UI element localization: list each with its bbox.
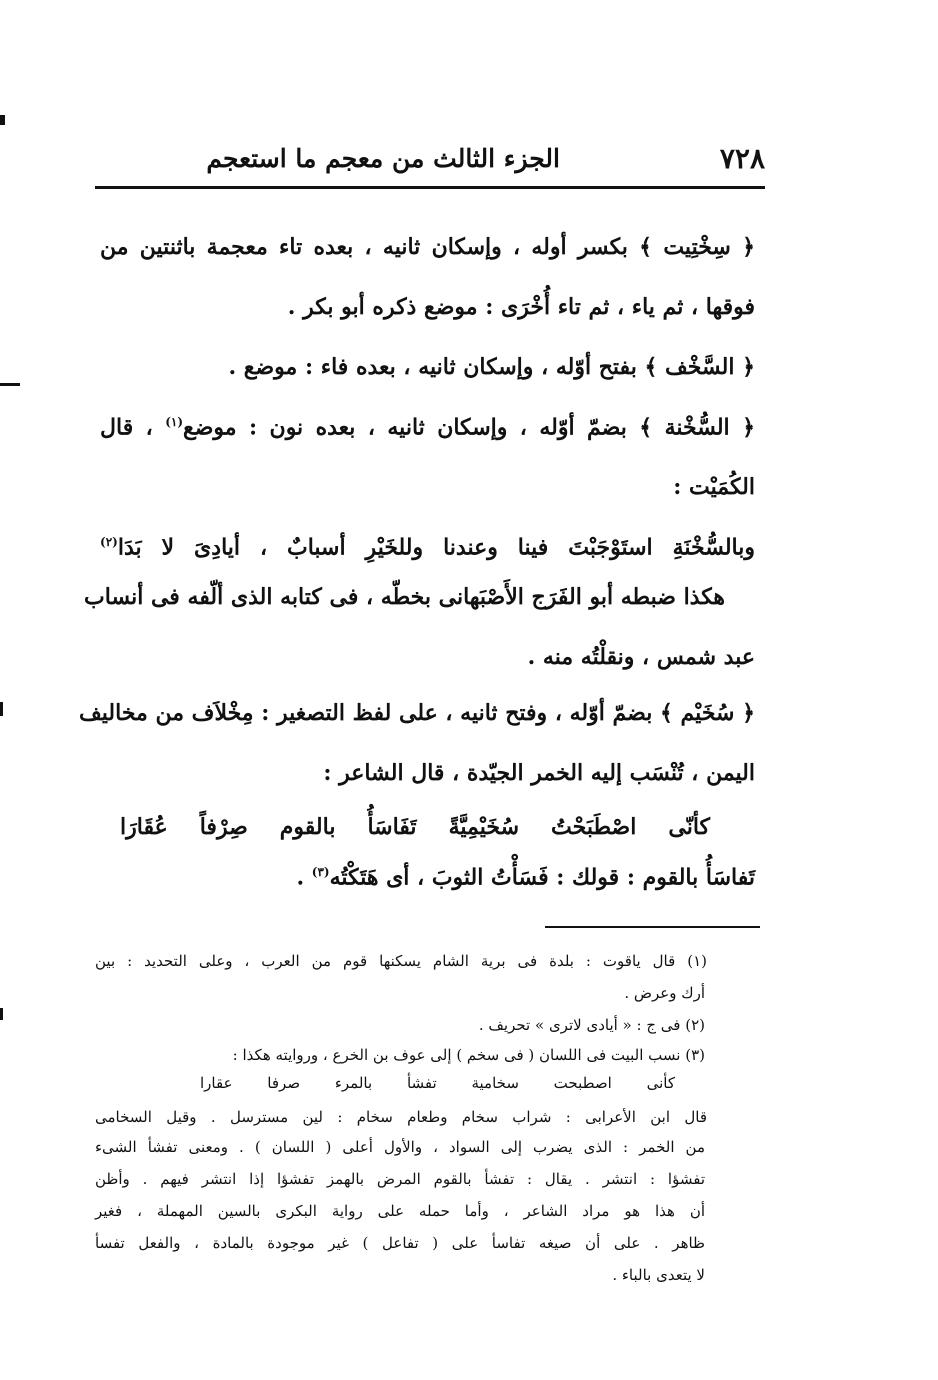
footnote-line: أرك وعرض . <box>624 984 705 1002</box>
body-line-text: ، قال <box>100 414 153 441</box>
page-header <box>95 138 765 182</box>
footnote-verse: كأنى اصطبحت سخامية تفشأ بالمرء صرفا عقارا <box>200 1074 675 1092</box>
running-title: الجزء الثالث من معجم ما استعجم <box>206 144 560 173</box>
footnote-line: تفشؤا : انتشر . يقال : تفشأ بالقوم المرض بالهمز تفشؤا إذا انتشر فيهم . وأظن <box>95 1170 705 1188</box>
scan-edge-mark <box>0 702 3 716</box>
body-line: ﴿ سِخْتِيت ﴾ بكسر أوله ، وإسكان ثانيه ، بعده تاء معجمة باثنتين من <box>100 234 755 260</box>
scan-edge-mark <box>0 1008 3 1020</box>
body-line: الكُمَيْت : <box>673 474 755 500</box>
body-line-text: تَفاسَأُ بالقوم : قولك : فَسَأْتُ الثوبَ ، أى هَتَكْتُه <box>329 864 755 891</box>
footnote-ref-3: (٣) <box>311 865 330 879</box>
footnote-line: قال ابن الأعرابى : شراب سخام وطعام سخام : لين مسترسل . وقيل السخامى <box>95 1108 707 1126</box>
footnote-ref-2: (٢) <box>100 535 118 549</box>
body-line: ﴿ سُخَيْم ﴾ بضمّ أوّله ، وفتح ثانيه ، على لفظ التصغير : مِخْلاَف من مخاليف <box>79 700 755 726</box>
verse-line <box>100 534 755 561</box>
body-line: اليمن ، تُنْسَب إليه الخمر الجيّدة ، قال الشاعر : <box>323 760 755 786</box>
page-number: ٧٢٨ <box>719 142 765 175</box>
body-line: ﴿ السَّخْف ﴾ بفتح أوّله ، وإسكان ثانيه ، بعده فاء : موضع . <box>228 354 755 380</box>
footnote-line: لا يتعدى بالباء . <box>612 1266 705 1284</box>
footnote-line: (٣) نسب البيت فى اللسان ( فى سخم ) إلى عوف بن الخرع ، وروايته هكذا : <box>232 1046 705 1064</box>
body-line: هكذا ضبطه أبو الفَرَج الأَصْبَهانى بخطّه ، فى كتابه الذى ألّفه فى أنساب <box>84 584 725 610</box>
scan-edge-mark <box>0 115 5 125</box>
footnote-rule <box>545 926 760 928</box>
scan-edge-mark <box>0 383 20 386</box>
footnote-line: (١) قال ياقوت : بلدة فى برية الشام يسكنها قوم من العرب ، وعلى التحديد : بين <box>95 952 707 970</box>
verse-text: وبالسُّخْنَةِ استَوْجَبْتَ فينا وعندنا وللخَيْرِ أسبابٌ ، أيادِىَ لا بَدَا <box>117 534 755 561</box>
body-line-text: ﴿ السُّخْنة ﴾ بضمّ أوّله ، وإسكان ثانيه ، بعده نون : موضع <box>183 414 755 441</box>
footnote-line: أن هذا هو مراد الشاعر ، وأما حمله على رواية البكرى بالسين المهملة ، فغير <box>95 1202 705 1220</box>
footnote-line: (٢) فى ج : « أيادى لاترى » تحريف . <box>478 1016 705 1034</box>
verse-line: كأنّى اصْطَبَحْتُ سُخَيْمِيَّةً تَفَاسَأُ بالقوم صِرْفاً عُقَارَا <box>120 814 710 840</box>
body-line <box>100 864 755 891</box>
body-line: عبد شمس ، ونقلْتُه منه . <box>527 644 755 670</box>
body-line <box>100 414 755 441</box>
body-line-text: . <box>296 864 312 891</box>
header-rule <box>95 186 765 189</box>
body-line: فوقها ، ثم ياء ، ثم تاء أُخْرَى : موضع ذكره أبو بكر . <box>287 294 755 320</box>
footnote-ref-1: (١) <box>165 415 184 429</box>
footnote-line: من الخمر : الذى يضرب إلى السواد ، والأول أعلى ( اللسان ) . ومعنى تفشأ الشىء <box>95 1138 705 1156</box>
footnote-line: ظاهر . على أن صيغه تفاسأ على ( تفاعل ) غير موجودة بالمادة ، والفعل تفسأ <box>95 1234 705 1252</box>
